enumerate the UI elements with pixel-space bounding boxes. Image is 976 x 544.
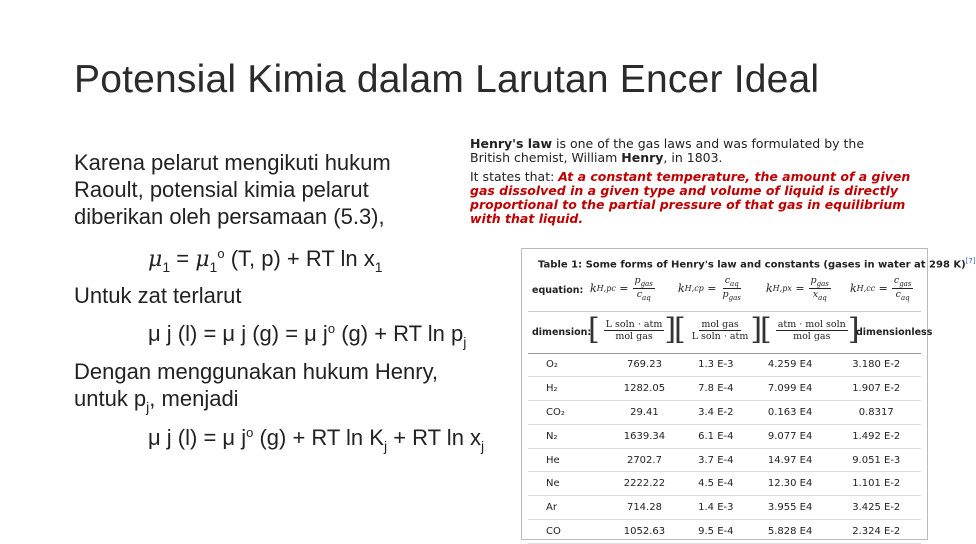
constant-cell: 4.259 E4 — [749, 353, 832, 376]
constant-cell: 1.101 E-2 — [831, 472, 921, 496]
constant-cell: 5.828 E4 — [749, 520, 832, 544]
dim-px: [ $\frac{\text{atm · mol soln}}{\text{mol gas}}$ ] — [760, 312, 860, 347]
constant-cell: 714.28 — [606, 496, 683, 520]
paragraph-line: diberikan oleh persamaan (5.3), — [74, 204, 385, 229]
table-row — [528, 520, 921, 544]
constant-cell: 9.051 E-3 — [831, 448, 921, 472]
gas-cell: CO₂ — [528, 400, 606, 424]
paragraph-line: Karena pelarut mengikuti hukum — [74, 150, 391, 175]
equation-solute: μ j (l) = μ j (g) = μ $j^o$ (g) + RT $\ln p_j$ — [148, 321, 467, 350]
constants-data — [528, 353, 921, 544]
constant-cell: 3.955 E4 — [749, 496, 832, 520]
constant-cell: 1.4 E-3 — [683, 496, 749, 520]
gas-cell: O₂ — [528, 353, 606, 376]
equation-solvent: $\mu_1 = \mu_1^o$ (T, p) + RT $\ln x_1$ — [148, 246, 383, 275]
henry-constants-table — [521, 248, 976, 540]
form-cp: k H,cp = $\frac{c_{aq}}{p_{gas}}$ — [678, 275, 741, 302]
paragraph-line: Dengan menggunakan hukum Henry, — [74, 359, 439, 384]
gas-cell: CO — [528, 520, 606, 544]
dimensionless-label: dimensionless — [856, 327, 933, 338]
constant-cell: 9.5 E-4 — [683, 520, 749, 544]
constant-cell: 1.907 E-2 — [831, 376, 921, 400]
gas-cell: He — [528, 448, 606, 472]
constant-cell: 0.163 E4 — [749, 400, 832, 424]
dimension-label: dimension: — [532, 327, 592, 338]
constant-cell: 14.97 E4 — [749, 448, 832, 472]
constant-cell: 7.099 E4 — [749, 376, 832, 400]
constant-cell: 1282.05 — [606, 376, 683, 400]
gas-cell: Ne — [528, 472, 606, 496]
table-row — [528, 400, 921, 424]
gas-cell: H₂ — [528, 376, 606, 400]
constant-cell: 3.7 E-4 — [683, 448, 749, 472]
henry-definition — [470, 137, 930, 226]
constant-cell: 3.180 E-2 — [831, 353, 921, 376]
constant-cell: 3.4 E-2 — [683, 400, 749, 424]
form-px: k H,px = $\frac{p_{gas}}{x_{aq}}$ — [766, 275, 829, 302]
constant-cell: 4.5 E-4 — [683, 472, 749, 496]
table-row — [528, 424, 921, 448]
constant-cell: 7.8 E-4 — [683, 376, 749, 400]
paragraph-line: Raoult, potensial kimia pelarut — [74, 177, 369, 202]
constant-cell: 2702.7 — [606, 448, 683, 472]
table-caption: Table 1: Some forms of Henry's law and constants (gases in water at 298 K)[7] — [538, 257, 976, 271]
gas-cell: Ar — [528, 496, 606, 520]
equation-row — [528, 271, 921, 312]
constant-cell: 0.8317 — [831, 400, 921, 424]
constant-cell: 3.425 E-2 — [831, 496, 921, 520]
constant-cell: 2222.22 — [606, 472, 683, 496]
dim-pc: [ $\frac{\text{L soln · atm}}{\text{mol gas}}$ ] — [588, 312, 677, 347]
page-title: Potensial Kimia dalam Larutan Encer Ideal — [74, 58, 820, 101]
table-row — [528, 496, 921, 520]
constant-cell: 9.077 E4 — [749, 424, 832, 448]
constant-cell: 1.3 E-3 — [683, 353, 749, 376]
constant-cell: 1639.34 — [606, 424, 683, 448]
constant-cell: 29.41 — [606, 400, 683, 424]
dimension-row — [528, 311, 933, 354]
gas-cell: N₂ — [528, 424, 606, 448]
table-row — [528, 353, 921, 376]
equation-label: equation: — [532, 285, 584, 296]
table-row — [528, 448, 921, 472]
dim-cp: [ $\frac{\text{mol gas}}{\text{L soln · atm}}$ ] — [674, 312, 763, 347]
equation-henry: μ j (l) = μ $j^o$ (g) + RT $\ln K_j$ + RT $\ln x_j$ — [148, 425, 485, 454]
constant-cell: 6.1 E-4 — [683, 424, 749, 448]
constant-cell: 12.30 E4 — [749, 472, 832, 496]
constant-cell: 769.23 — [606, 353, 683, 376]
constant-cell: 1052.63 — [606, 520, 683, 544]
henry-statement: It states that: At a constant temperature, the amount of a given gas dissolved in a given type and volume of liquid is directly proportional to the partial pressure of that gas in equilibrium with that liquid. — [470, 169, 911, 226]
constant-cell: 1.492 E-2 — [831, 424, 921, 448]
solute-heading: Untuk zat terlarut — [74, 283, 242, 308]
table-row — [528, 472, 921, 496]
paragraph-line: untuk $p_j$, menjadi — [74, 386, 239, 415]
henry-line-2: British chemist, William Henry, in 1803. — [470, 150, 723, 165]
henry-line-1: Henry's law is one of the gas laws and was formulated by the — [470, 136, 865, 151]
form-cc: k H,cc = $\frac{c_{gas}}{c_{aq}}$ — [850, 275, 912, 302]
form-pc: k H,pc = $\frac{p_{gas}}{c_{aq}}$ — [590, 275, 653, 302]
constant-cell: 2.324 E-2 — [831, 520, 921, 544]
table-row — [528, 376, 921, 400]
